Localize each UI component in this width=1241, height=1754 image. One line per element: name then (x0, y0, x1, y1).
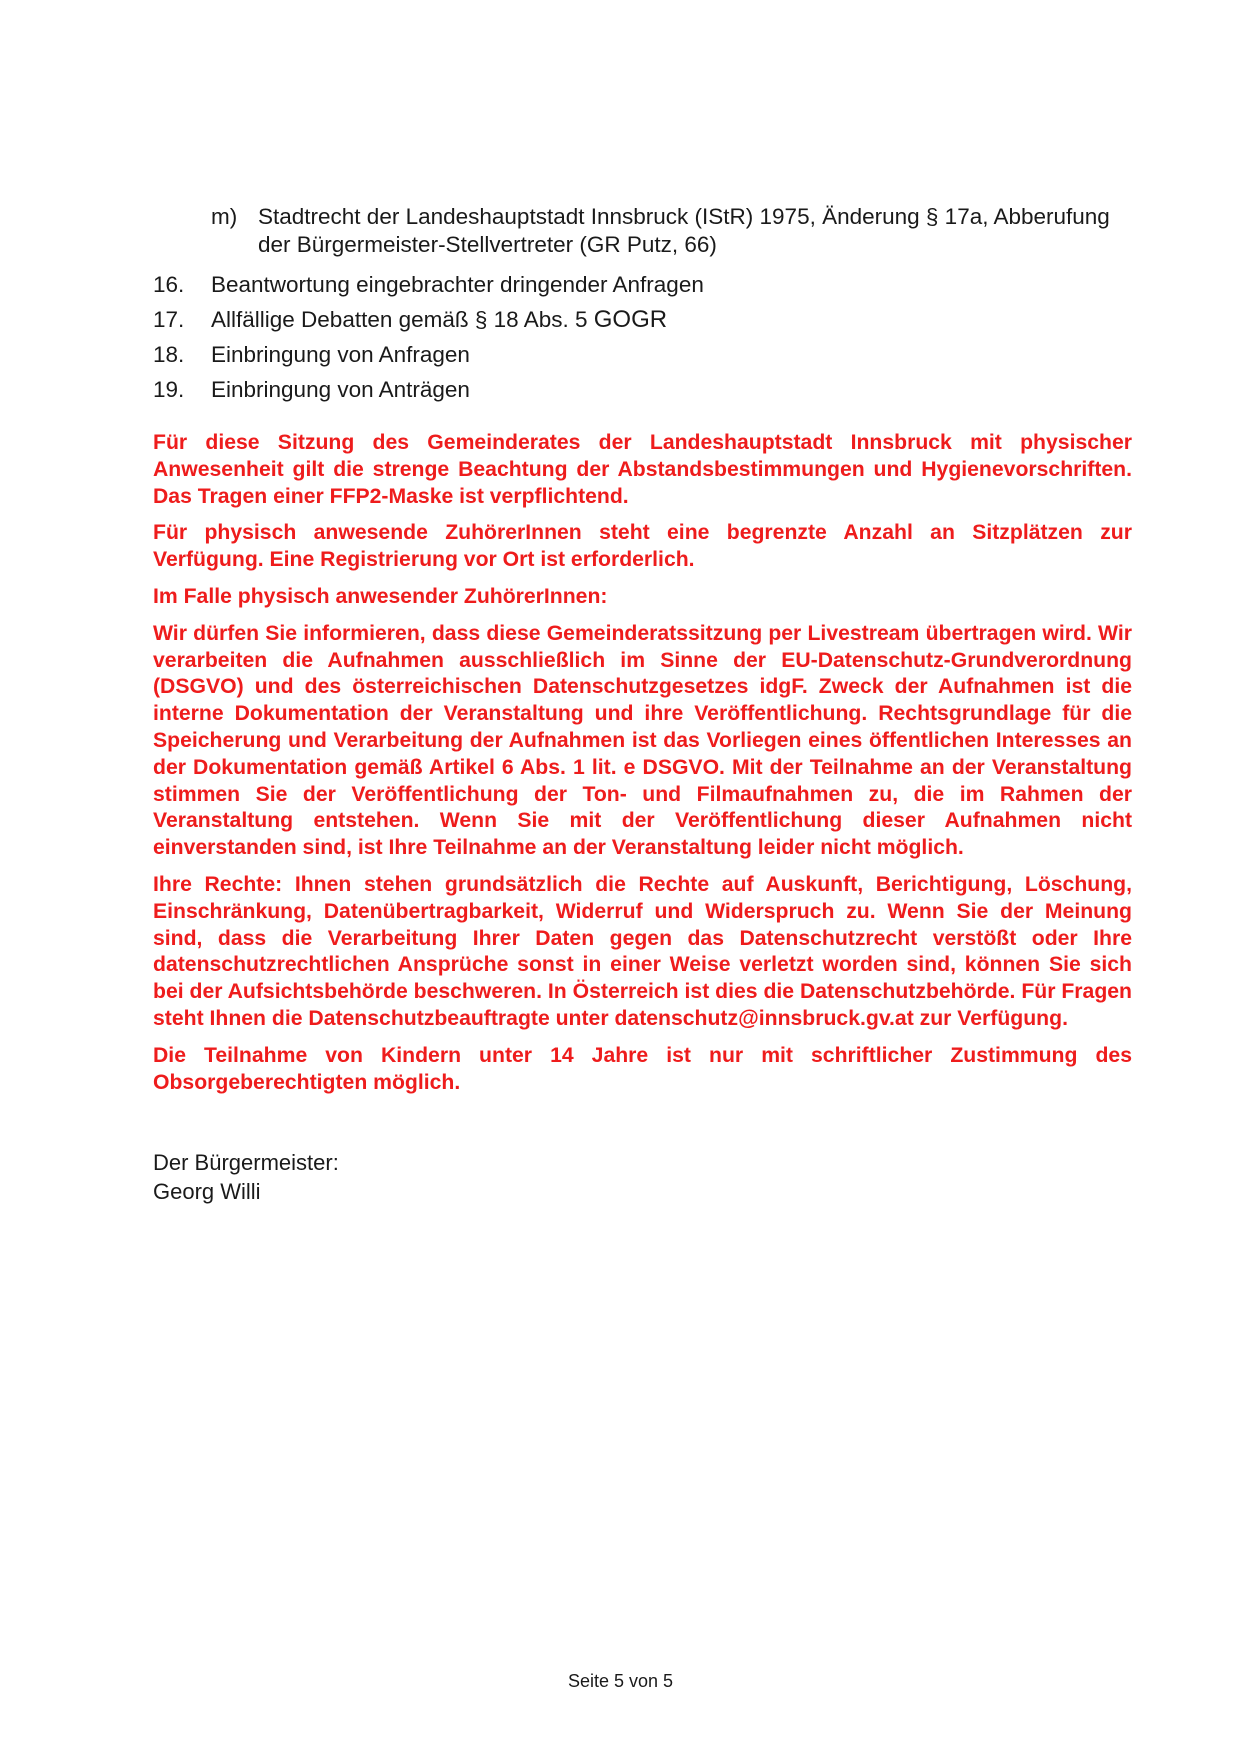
agenda-item (153, 376, 1132, 404)
agenda-item-text: Allfällige Debatten gemäß § 18 Abs. 5 (211, 307, 588, 332)
notice-seating: Für physisch anwesende ZuhörerInnen steht eine begrenzte Anzahl an Sitzplätzen zur Verfügung. Eine Registrierung vor Ort ist erforderlich. (153, 521, 1132, 572)
agenda-item-text: Einbringung von Anfragen (211, 342, 470, 367)
meeting-notices (153, 430, 1132, 1096)
agenda-item-text: Einbringung von Anträgen (211, 377, 470, 402)
sub-item-marker: m) (211, 204, 238, 229)
agenda-item-number: 17. (153, 307, 185, 332)
notice-rights: Ihre Rechte: Ihnen stehen grundsätzlich die Rechte auf Auskunft, Berichtigung, Löschung, Einschränkung, Datenübertragbarkeit, Widerruf und Widerspruch zu. Wenn Sie der Meinung sind, dass die Verarbeitung Ihrer Daten gegen das Datenschutzrecht verstößt oder Ihre datenschutzrechtlichen Ansprüche sonst in einer Weise verletzt worden sind, können Sie sich bei der Aufsichtsbehörde beschweren. In Österreich ist dies die Datenschutzbehörde. Für Fragen steht Ihnen die Datenschutzbeauftragte unter datenschutz@innsbruck.gv.at zur Verfügung. (153, 872, 1132, 1030)
page-number-footer: Seite 5 von 5 (567, 1671, 674, 1691)
notice-children: Die Teilnahme von Kindern unter 14 Jahre ist nur mit schriftlicher Zustimmung des Obsorgeberechtigten möglich. (153, 1043, 1132, 1094)
agenda-item-number: 16. (153, 272, 185, 297)
agenda-sub-item-m (211, 203, 1132, 259)
agenda-item (153, 341, 1132, 369)
sub-item-text: Stadtrecht der Landeshauptstadt Innsbruck (IStR) 1975, Änderung § 17a, Abberufung der Bürgermeister-Stellvertreter (GR Putz, 66) (258, 204, 1110, 257)
agenda-item-text: Beantwortung eingebrachter dringender Anfragen (211, 272, 704, 297)
agenda-item-text-wrapper (211, 306, 1132, 334)
agenda-item (153, 271, 1132, 299)
signature-name: Georg Willi (153, 1179, 261, 1205)
notice-livestream: Wir dürfen Sie informieren, dass diese Gemeinderatssitzung per Livestream übertragen wird. Wir verarbeiten die Aufnahmen ausschließlich im Sinne der EU-Datenschutz-Grundverordnung (DSGVO) und des österreichischen Datenschutzgesetzes idgF. Zweck der Aufnahmen ist die interne Dokumentation der Veranstaltung und ihre Veröffentlichung. Rechtsgrundlage für die Speicherung und Verarbeitung der Aufnahmen ist das Vorliegen eines öffentlichen Interesses an der Dokumentation gemäß Artikel 6 Abs. 1 lit. e DSGVO. Mit der Teilnahme an der Veranstaltung stimmen Sie der Veröffentlichung der Ton- und Filmaufnahmen zu, die im Rahmen der Veranstaltung entstehen. Wenn Sie mit der Veröffentlichung dieser Aufnahmen nicht einverstanden sind, ist Ihre Teilnahme an der Veranstaltung leider nicht möglich. (153, 621, 1132, 860)
signature-block (153, 1148, 1132, 1206)
agenda-item (153, 306, 1132, 334)
agenda-item-number: 19. (153, 377, 185, 402)
agenda-item-suffix: GOGR (593, 306, 668, 333)
notice-audience-heading: Im Falle physisch anwesender ZuhörerInnen: (153, 584, 608, 608)
document-content (153, 203, 1132, 1206)
notice-hygiene: Für diese Sitzung des Gemeinderates der Landeshauptstadt Innsbruck mit physischer Anwesenheit gilt die strenge Beachtung der Abstandsbestimmungen und Hygienevorschriften. Das Tragen einer FFP2-Maske ist verpflichtend. (153, 431, 1132, 508)
signature-role: Der Bürgermeister: (153, 1150, 339, 1176)
agenda-item-number: 18. (153, 342, 185, 367)
